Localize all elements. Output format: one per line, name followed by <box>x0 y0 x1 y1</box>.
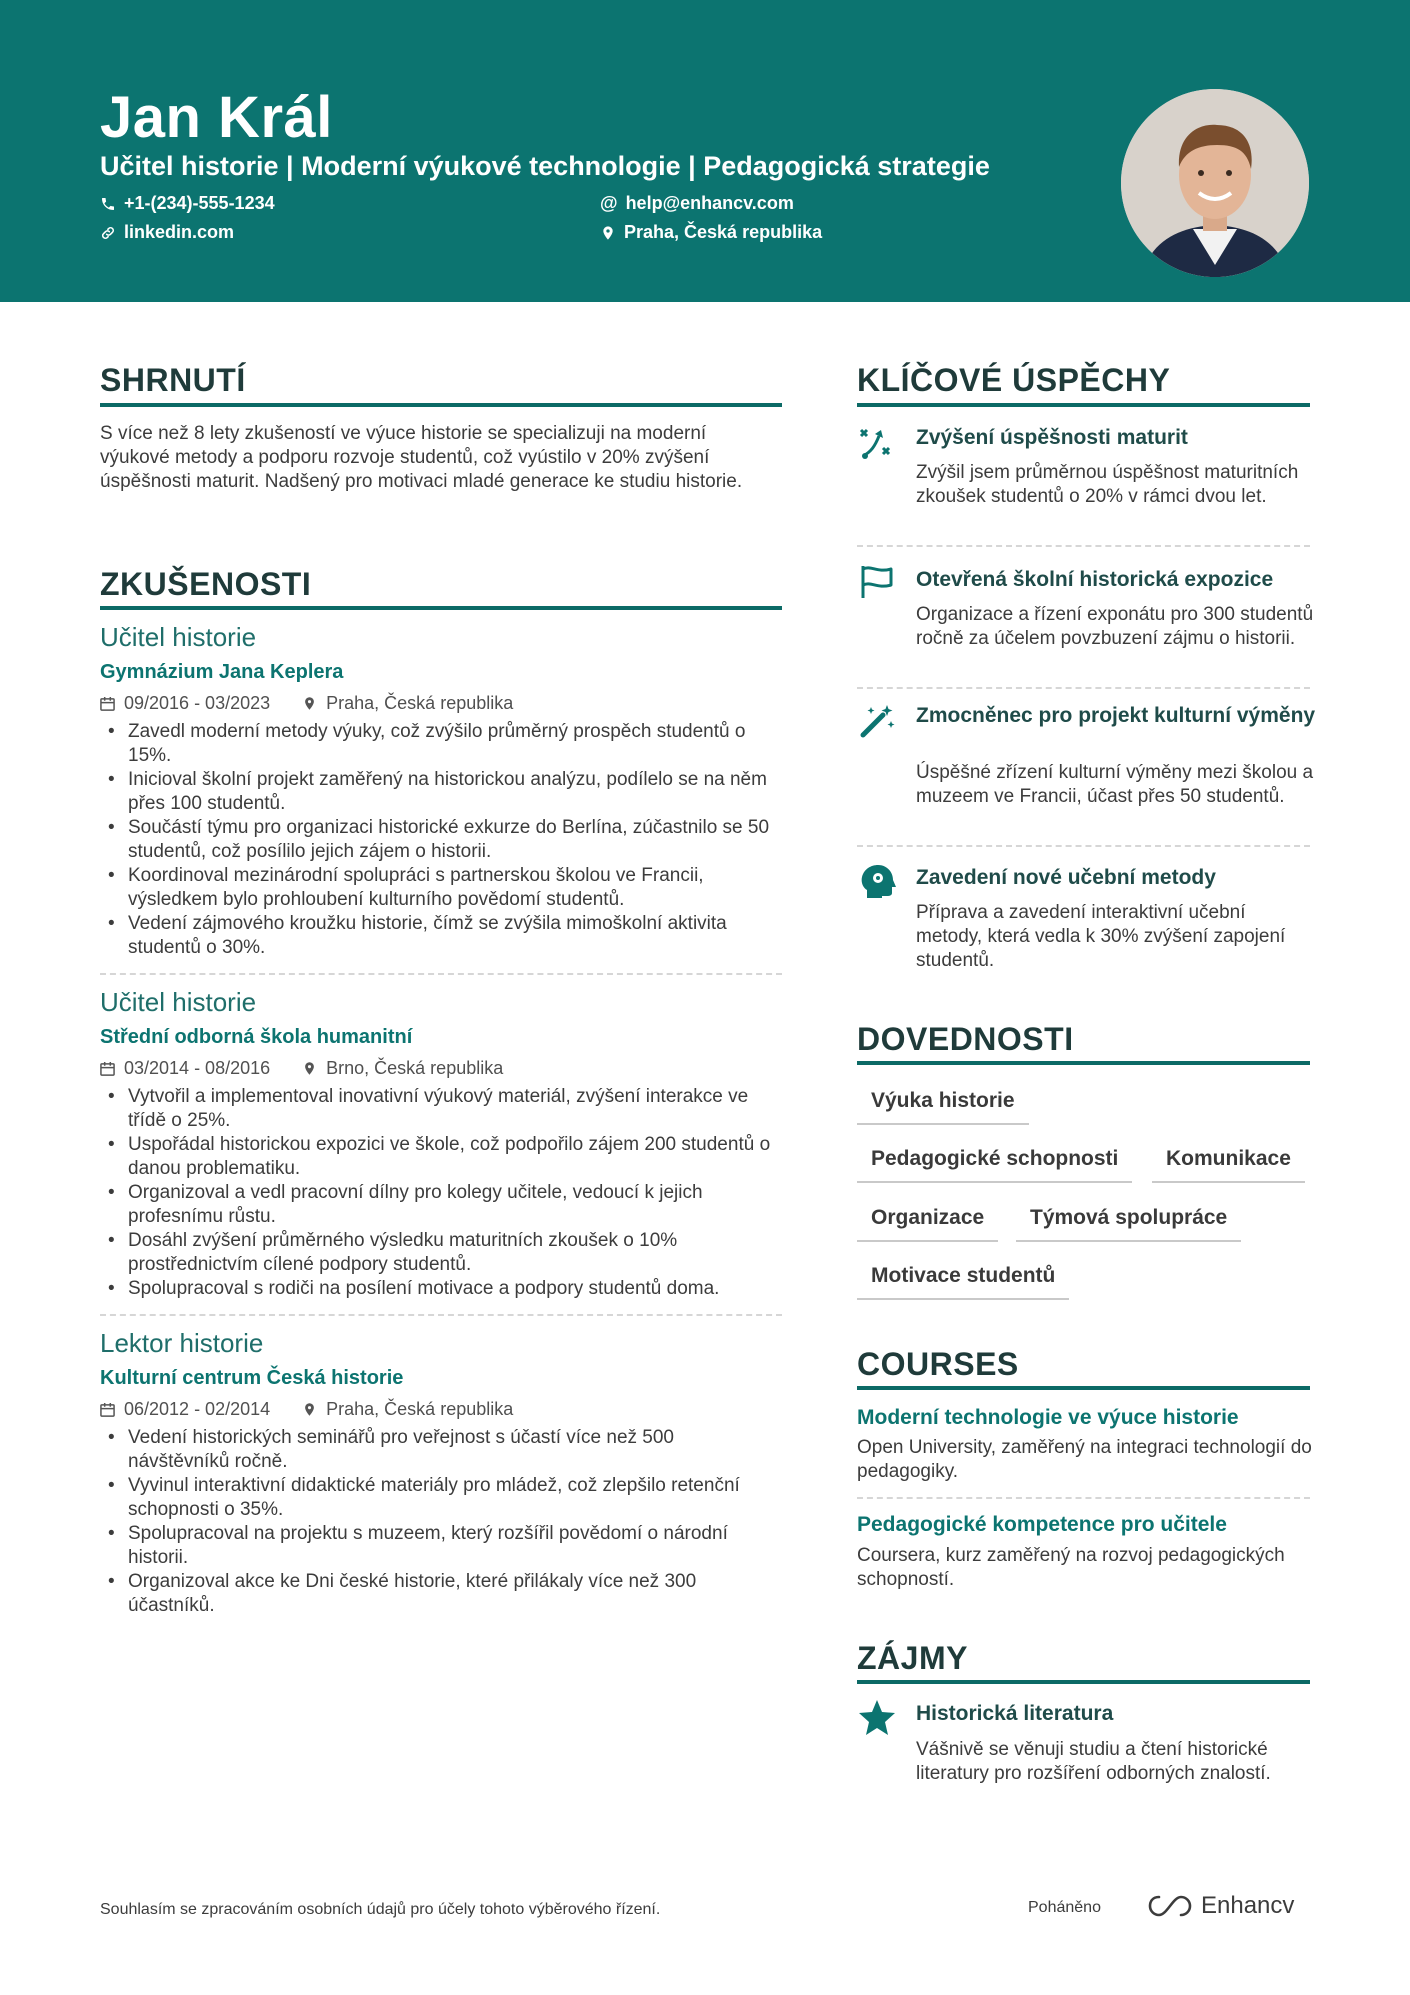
achievement-title: Zmocněnec pro projekt kulturní výměny <box>916 704 1316 727</box>
magic-wand-icon <box>857 701 897 741</box>
achievement-title: Zavedení nové učební metody <box>916 866 1216 889</box>
flag-icon <box>857 562 897 602</box>
list-item: • Vedení zájmového kroužku historie, čímž se zvýšila mimoškolní aktivita studentů o 30%. <box>100 912 780 960</box>
skill-tag: Motivace studentů <box>857 1264 1069 1300</box>
enhancv-logo-icon <box>1147 1893 1193 1919</box>
skills-rule <box>857 1061 1310 1065</box>
candidate-name: Jan Král <box>100 85 333 150</box>
calendar-icon <box>100 696 115 711</box>
location-pin-icon <box>302 1402 317 1417</box>
summary-heading: SHRNUTÍ <box>100 362 246 398</box>
job-dates: 06/2012 - 02/2014 <box>124 1399 271 1419</box>
strategy-icon <box>857 422 897 462</box>
skills-heading: DOVEDNOSTI <box>857 1021 1074 1057</box>
list-item: • Dosáhl zvýšení průměrného výsledku maturitních zkoušek o 10% prostřednictvím cílené podpory studentů. <box>100 1229 780 1277</box>
divider <box>857 845 1310 847</box>
phone-icon <box>100 196 116 212</box>
achievement-desc: Příprava a zavedení interaktivní učební metody, která vedla k 30% zvýšení zapojení studentů. <box>916 902 1286 971</box>
interest-title: Historická literatura <box>916 1702 1114 1725</box>
list-item: • Inicioval školní projekt zaměřený na historickou analýzu, podílelo se na něm přes 100 studentů. <box>100 768 780 816</box>
skill-tag: Pedagogické schopnosti <box>857 1147 1132 1183</box>
course-title: Pedagogické kompetence pro učitele <box>857 1513 1227 1536</box>
divider <box>100 973 782 975</box>
candidate-headline: Učitel historie | Moderní výukové technologie | Pedagogická strategie <box>100 151 990 181</box>
profile-photo <box>1121 89 1309 277</box>
location-text: Praha, Česká republika <box>624 222 823 242</box>
course-desc: Coursera, kurz zaměřený na rozvoj pedagogických schopností. <box>857 1545 1285 1590</box>
list-item: • Uspořádal historickou expozici ve škole, což podpořilo zájem 200 studentů o danou problematiku. <box>100 1133 780 1181</box>
skill-tag: Výuka historie <box>857 1089 1029 1125</box>
consent-text: Souhlasím se zpracováním osobních údajů pro účely tohoto výběrového řízení. <box>100 1901 661 1918</box>
job-company: Gymnázium Jana Keplera <box>100 661 344 683</box>
job-meta <box>100 1058 503 1079</box>
list-item: • Vedení historických seminářů pro veřejnost s účastí více než 500 návštěvníků ročně. <box>100 1426 780 1474</box>
achievement-title: Zvýšení úspěšnosti maturit <box>916 426 1188 449</box>
list-item: • Organizoval akce ke Dni české historie, které přilákaly více než 300 účastníků. <box>100 1570 780 1618</box>
divider <box>857 545 1310 547</box>
divider <box>857 687 1310 689</box>
job-dates: 09/2016 - 03/2023 <box>124 693 271 713</box>
interests-rule <box>857 1680 1310 1684</box>
job-role: Lektor historie <box>100 1328 264 1358</box>
job-meta <box>100 1399 513 1420</box>
list-item: • Spolupracoval na projektu s muzeem, který rozšířil povědomí o národní historii. <box>100 1522 780 1570</box>
link-icon <box>100 225 116 241</box>
job-location: Praha, Česká republika <box>326 1399 514 1419</box>
job-company: Střední odborná škola humanitní <box>100 1026 413 1048</box>
job-dates: 03/2014 - 08/2016 <box>124 1058 271 1078</box>
job-bullets <box>100 1085 780 1301</box>
skill-tag: Organizace <box>857 1206 998 1242</box>
resume-header <box>0 0 1410 302</box>
achievements-heading: KLÍČOVÉ ÚSPĚCHY <box>857 362 1171 398</box>
enhancv-logo[interactable] <box>1147 1892 1294 1920</box>
at-icon: @ <box>600 193 618 213</box>
achievement-title: Otevřená školní historická expozice <box>916 568 1274 591</box>
experience-heading: ZKUŠENOSTI <box>100 566 312 602</box>
skill-tag: Týmová spolupráce <box>1016 1206 1241 1242</box>
list-item: • Vytvořil a implementoval inovativní výukový materiál, zvýšení interakce ve třídě o 25%. <box>100 1085 780 1133</box>
linkedin-text: linkedin.com <box>124 222 235 242</box>
divider <box>100 1314 782 1316</box>
summary-rule <box>100 403 782 407</box>
avatar-illustration <box>1121 89 1309 277</box>
star-icon <box>857 1697 897 1737</box>
skill-tag: Komunikace <box>1152 1147 1305 1183</box>
contact-linkedin[interactable] <box>100 222 234 243</box>
list-item: • Spolupracoval s rodiči na posílení motivace a podpory studentů doma. <box>100 1277 780 1301</box>
achievement-desc: Organizace a řízení exponátu pro 300 studentů ročně za účelem povzbuzení zájmu o historii. <box>916 604 1314 649</box>
courses-heading: COURSES <box>857 1346 1019 1382</box>
job-role: Učitel historie <box>100 987 257 1017</box>
job-company: Kulturní centrum Česká historie <box>100 1367 404 1389</box>
contact-location <box>600 222 822 243</box>
enhancv-logo-text: Enhancv <box>1201 1892 1295 1919</box>
courses-rule <box>857 1386 1310 1390</box>
location-pin-icon <box>302 696 317 711</box>
location-pin-icon <box>302 1061 317 1076</box>
email-text: help@enhancv.com <box>625 193 794 213</box>
list-item: • Součástí týmu pro organizaci historické exkurze do Berlína, zúčastnilo se 50 studentů, což posílilo jejich zájem o historii. <box>100 816 780 864</box>
interest-desc: Vášnivě se věnuji studiu a čtení historické literatury pro rozšíření odborných znalostí. <box>916 1739 1271 1784</box>
list-item: • Koordinoval mezinárodní spolupráci s partnerskou školou ve Francii, výsledkem bylo prohloubení kulturního povědomí studentů. <box>100 864 780 912</box>
phone-text: +1-(234)-555-1234 <box>124 193 275 213</box>
location-pin-icon <box>600 225 616 241</box>
job-meta <box>100 693 513 714</box>
course-desc: Open University, zaměřený na integraci technologií do pedagogiky. <box>857 1437 1312 1482</box>
head-icon <box>857 862 897 902</box>
course-title: Moderní technologie ve výuce historie <box>857 1406 1239 1429</box>
job-role: Učitel historie <box>100 622 257 652</box>
calendar-icon <box>100 1061 115 1076</box>
divider <box>857 1497 1310 1499</box>
summary-text: S více než 8 lety zkušeností ve výuce historie se specializuji na moderní výukové metody a podporu rozvoje studentů, což vyústilo v 20% zvýšení úspěšnosti maturit. Nadšený pro motivaci mladé generace ke studiu historie. <box>100 423 743 492</box>
interests-heading: ZÁJMY <box>857 1640 968 1676</box>
job-location: Brno, Česká republika <box>326 1058 504 1078</box>
job-bullets <box>100 720 780 960</box>
list-item: • Vyvinul interaktivní didaktické materiály pro mládež, což zlepšilo retenční schopnosti o 35%. <box>100 1474 780 1522</box>
contact-email[interactable] <box>600 193 794 214</box>
job-location: Praha, Česká republika <box>326 693 514 713</box>
achievements-rule <box>857 403 1310 407</box>
achievement-desc: Zvýšil jsem průměrnou úspěšnost maturitních zkoušek studentů o 20% v rámci dvou let. <box>916 462 1299 507</box>
powered-by-label: Poháněno <box>1028 1899 1101 1916</box>
achievement-desc: Úspěšné zřízení kulturní výměny mezi školou a muzeem ve Francii, účast přes 50 studentů. <box>916 762 1314 807</box>
list-item: • Zavedl moderní metody výuky, což zvýšilo průměrný prospěch studentů o 15%. <box>100 720 780 768</box>
contact-phone[interactable] <box>100 193 275 214</box>
list-item: • Organizoval a vedl pracovní dílny pro kolegy učitele, vedoucí k jejich profesnímu růstu. <box>100 1181 780 1229</box>
calendar-icon <box>100 1402 115 1417</box>
experience-rule <box>100 606 782 610</box>
job-bullets <box>100 1426 780 1618</box>
